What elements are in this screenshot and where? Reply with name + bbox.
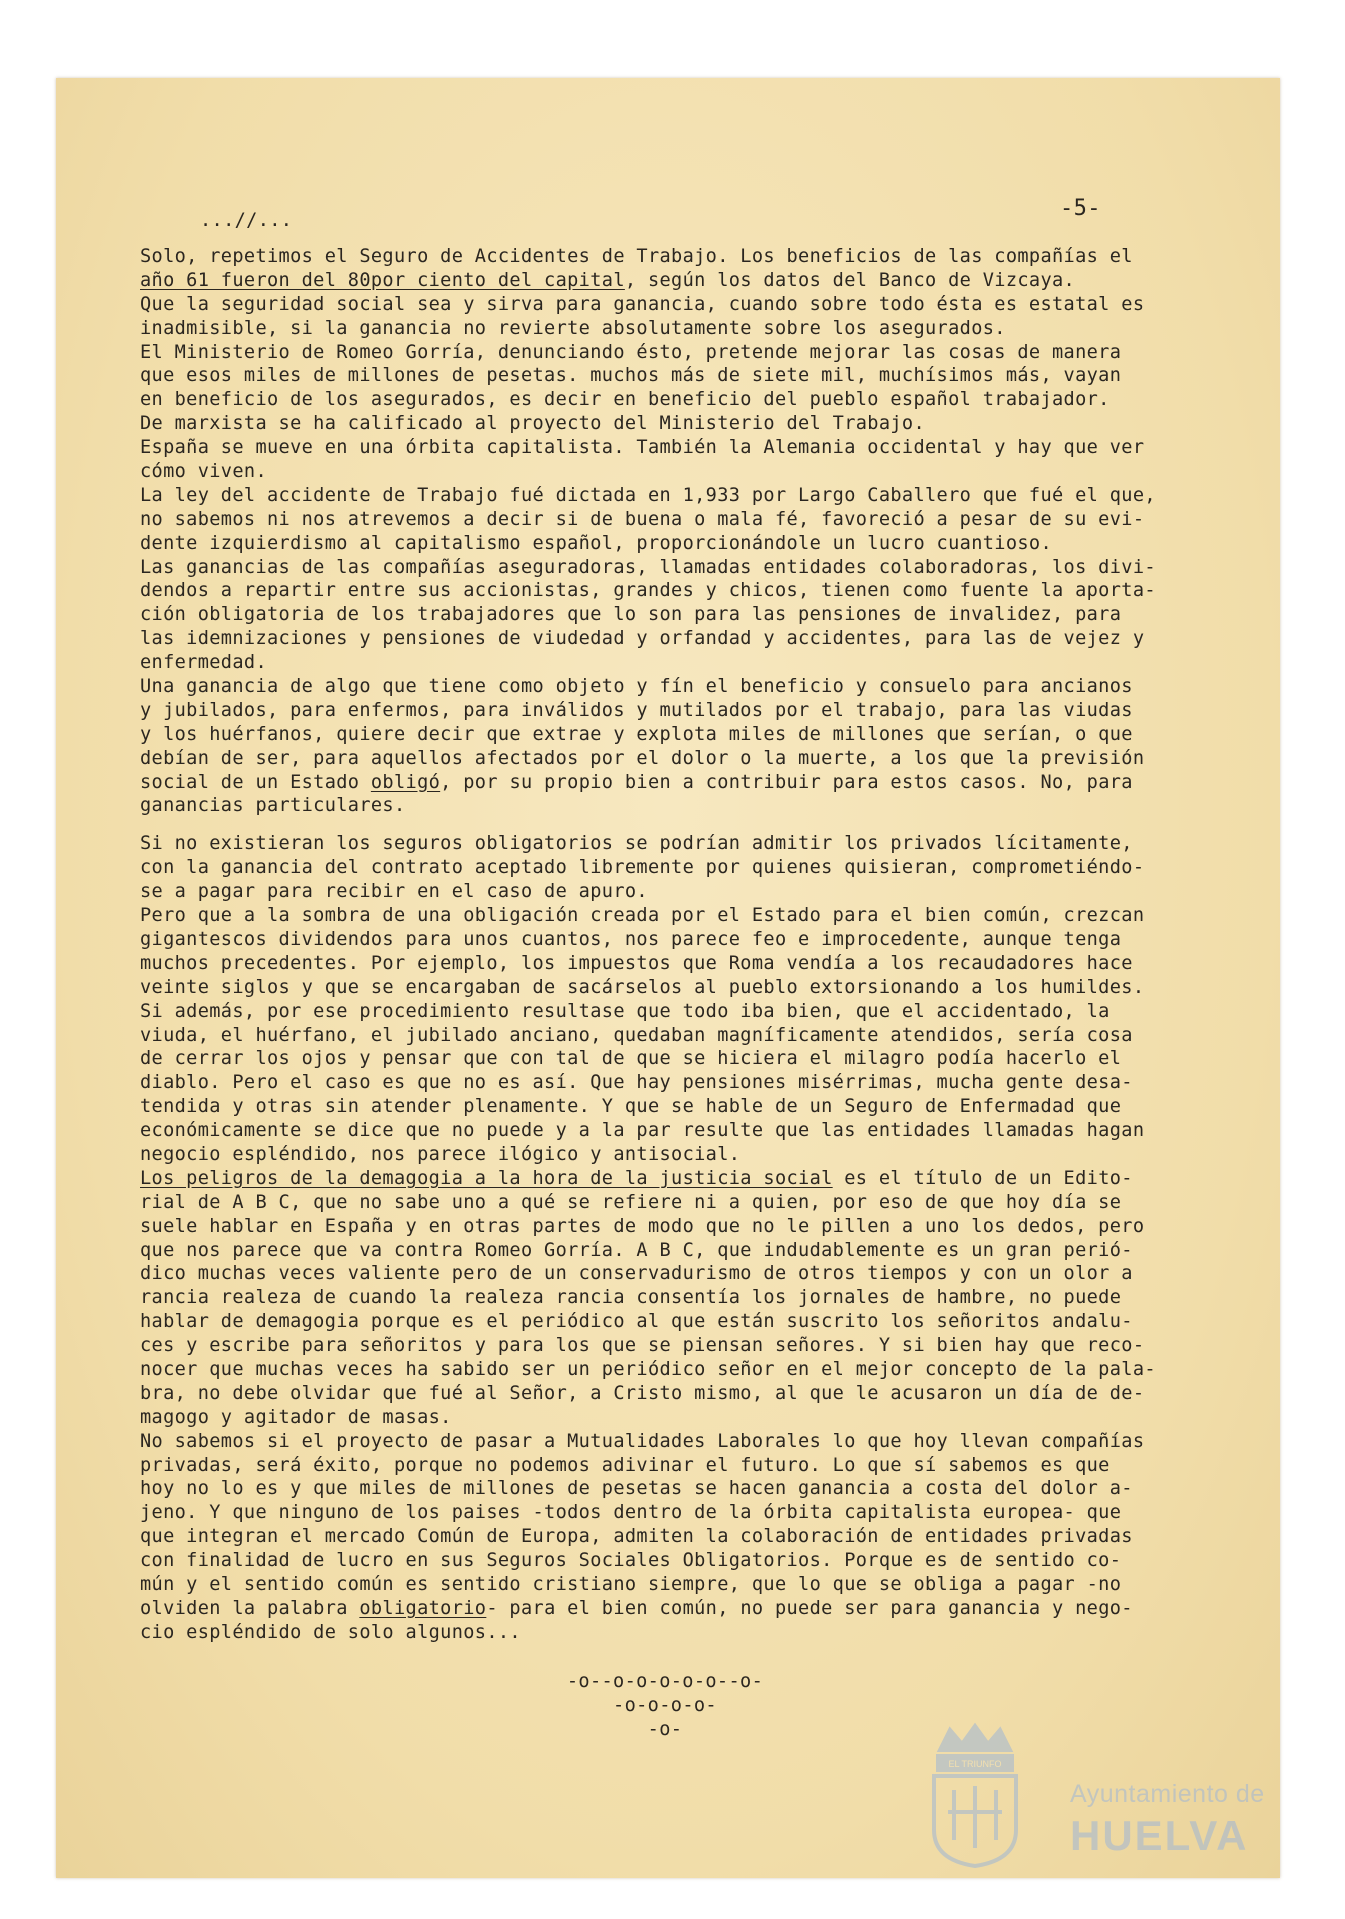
underlined-phrase: obligatorio	[359, 1597, 487, 1619]
text-line	[140, 388, 1156, 412]
text-run: que esos miles de millones de pesetas. muchos más de siete mil, muchísimos más, vayan	[140, 365, 1122, 387]
text-line	[140, 952, 1156, 976]
text-line	[140, 1167, 1156, 1191]
text-run: económicamente se dice que no puede y a la par resulte que las entidades llamadas hagan	[140, 1120, 1145, 1142]
watermark-line1: Ayuntamiento de	[1070, 1780, 1265, 1808]
text-line	[140, 1549, 1156, 1573]
text-line	[140, 832, 1156, 856]
text-run: dente izquierdismo al capitalismo español, proporcionándole un lucro cuantioso.	[140, 532, 1053, 554]
text-run: veinte siglos y que se encargaban de sacárselos al pueblo extorsionando a los humildes.	[140, 976, 1145, 998]
text-line	[140, 699, 1156, 723]
text-run: inadmisible, si la ganancia no revierte absolutamente sobre los asegurados.	[140, 317, 1006, 339]
text-run: cómo viven.	[140, 461, 267, 483]
text-line	[140, 317, 1156, 341]
text-run: viuda, el huérfano, el jubilado anciano, quedaban magníficamente atendidos, sería cosa	[140, 1024, 1133, 1046]
text-run: Si además, por ese procedimiento resultase que todo iba bien, que el accidentado, la	[140, 1000, 1110, 1022]
text-run: España se mueve en una órbita capitalista. También la Alemania occidental y hay que ver	[140, 437, 1145, 459]
text-line	[140, 245, 1156, 269]
text-line	[140, 1239, 1156, 1263]
text-run: De marxista se ha calificado al proyecto del Ministerio del Trabajo.	[140, 413, 926, 435]
underlined-phrase: año 61 fueron del 80por ciento del capital	[140, 269, 625, 291]
text-run: con la ganancia del contrato aceptado libremente por quienes quisieran, comprometiéndo-	[140, 857, 1145, 879]
text-run: bra, no debe olvidar que fué al Señor, a Cristo mismo, al que le acusaron un día de de-	[140, 1382, 1145, 1404]
text-run: social de un Estado	[140, 771, 371, 793]
text-run: La ley del accidente de Trabajo fué dictada en 1,933 por Largo Caballero que fué el que,	[140, 484, 1156, 506]
text-run: debían de ser, para aquellos afectados por el dolor o la muerte, a los que la previsión	[140, 747, 1145, 769]
text-run: , por su propio bien a contribuir para estos casos. No, para	[440, 771, 1133, 793]
ornament-line: -o-	[647, 1719, 683, 1740]
text-run: rancia realeza de cuando la realeza rancia consentía los jornales de hambre, no puede	[140, 1287, 1122, 1309]
text-run: se a pagar para recibir en el caso de apuro.	[140, 881, 648, 903]
text-run: cio espléndido de solo algunos...	[140, 1621, 521, 1643]
text-run: magogo y agitador de masas.	[140, 1406, 452, 1428]
ornament-line: -o--o-o-o-o-o--o-	[566, 1671, 764, 1692]
text-line	[140, 1454, 1156, 1478]
text-line	[140, 1143, 1156, 1167]
text-line	[140, 532, 1156, 556]
text-line	[140, 1024, 1156, 1048]
text-run: las idemnizaciones y pensiones de viudedad y orfandad y accidentes, para las de vejez y	[140, 628, 1145, 650]
text-line	[140, 771, 1156, 795]
text-run: en beneficio de los asegurados, es decir en beneficio del pueblo español trabajador.	[140, 389, 1110, 411]
text-line	[140, 1191, 1156, 1215]
text-run: con finalidad de lucro en sus Seguros Sociales Obligatorios. Porque es de sentido co-	[140, 1550, 1122, 1572]
text-line	[140, 1071, 1156, 1095]
text-run: ganancias particulares.	[140, 795, 406, 817]
text-run: ces y escribe para señoritos y para los que se piensan señores. Y si bien hay que reco-	[140, 1335, 1145, 1357]
text-run: No sabemos si el proyecto de pasar a Mutualidades Laborales lo que hoy llevan compañías	[140, 1430, 1145, 1452]
text-line	[140, 1286, 1156, 1310]
text-run: Una ganancia de algo que tiene como objeto y fín el beneficio y consuelo para ancianos	[140, 676, 1133, 698]
text-run: gigantescos dividendos para unos cuantos, nos parece feo e improcedente, aunque tenga	[140, 928, 1122, 950]
text-line	[140, 880, 1156, 904]
text-line	[140, 603, 1156, 627]
text-line	[140, 579, 1156, 603]
text-line	[140, 341, 1156, 365]
underlined-phrase: obligó	[370, 771, 441, 793]
text-line	[140, 1047, 1156, 1071]
text-run: de cerrar los ojos y pensar que con tal de que se hiciera el milagro podía hacerlo el	[140, 1048, 1122, 1070]
text-line	[140, 1430, 1156, 1454]
text-line	[140, 904, 1156, 928]
text-line	[140, 651, 1156, 675]
text-run: suele hablar en España y en otras partes de modo que no le pillen a uno los dedos, pero	[140, 1215, 1145, 1237]
svg-text:EL TRIUNFO: EL TRIUNFO	[948, 1759, 1002, 1769]
document-body	[140, 245, 1156, 1645]
text-line	[140, 1597, 1156, 1621]
text-line	[140, 1621, 1156, 1645]
text-line	[140, 928, 1156, 952]
text-run: dendos a repartir entre sus accionistas, grandes y chicos, tienen como fuente la aporta-	[140, 580, 1156, 602]
text-line	[140, 747, 1156, 771]
text-run: y los huérfanos, quiere decir que extrae y explota miles de millones que serían, o que	[140, 723, 1133, 745]
city-crest-icon	[920, 1720, 1030, 1870]
text-line	[140, 364, 1156, 388]
text-run: y jubilados, para enfermos, para inválidos y mutilados por el trabajo, para las viudas	[140, 699, 1133, 721]
text-line	[140, 856, 1156, 880]
text-run: jeno. Y que ninguno de los paises -todos dentro de la órbita capitalista europea- que	[140, 1502, 1122, 1524]
text-run: nocer que muchas veces ha sabido ser un periódico señor en el mejor concepto de la pala-	[140, 1358, 1156, 1380]
text-run: negocio espléndido, nos parece ilógico y antisocial.	[140, 1143, 741, 1165]
page-number: -5-	[1060, 196, 1101, 221]
text-run: ción obligatoria de los trabajadores que lo son para las pensiones de invalidez, para	[140, 604, 1122, 626]
text-run: rial de A B C, que no sabe uno a qué se refiere ni a quien, por eso de que hoy día se	[140, 1191, 1122, 1213]
text-line	[140, 1310, 1156, 1334]
text-line	[140, 412, 1156, 436]
text-line	[140, 1358, 1156, 1382]
watermark-line2: HUELVA	[1070, 1812, 1249, 1859]
text-run: Pero que a la sombra de una obligación creada por el Estado para el bien común, crezcan	[140, 905, 1145, 927]
paragraph-gap	[140, 818, 1156, 832]
text-run: El Ministerio de Romeo Gorría, denunciando ésto, pretende mejorar las cosas de manera	[140, 341, 1122, 363]
text-run: no sabemos ni nos atrevemos a decir si de buena o mala fé, favoreció a pesar de su evi-	[140, 508, 1145, 530]
text-line	[140, 484, 1156, 508]
text-line	[140, 1000, 1156, 1024]
watermark	[920, 1720, 1280, 1870]
text-line	[140, 1406, 1156, 1430]
text-line	[140, 1334, 1156, 1358]
text-line	[140, 1573, 1156, 1597]
text-run: es el título de un Edito-	[832, 1167, 1133, 1189]
text-run: olviden la palabra	[140, 1597, 360, 1619]
text-run: Las ganancias de las compañías aseguradoras, llamadas entidades colaboradoras, los divi-	[140, 556, 1156, 578]
text-line	[140, 508, 1156, 532]
text-line	[140, 1262, 1156, 1286]
text-line	[140, 293, 1156, 317]
closing-ornament	[540, 1670, 790, 1742]
text-run: Que la seguridad social sea y sirva para ganancia, cuando sobre todo ésta es estatal es	[140, 293, 1145, 315]
text-line	[140, 723, 1156, 747]
text-line	[140, 556, 1156, 580]
text-line	[140, 1095, 1156, 1119]
text-line	[140, 436, 1156, 460]
text-line	[140, 1501, 1156, 1525]
text-run: hoy no lo es y que miles de millones de pesetas se hacen ganancia a costa del dolor a-	[140, 1478, 1133, 1500]
text-line	[140, 1477, 1156, 1501]
text-run: muchos precedentes. Por ejemplo, los impuestos que Roma vendía a los recaudadores hace	[140, 952, 1133, 974]
text-run: privadas, será éxito, porque no podemos adivinar el futuro. Lo que sí sabemos es que	[140, 1454, 1110, 1476]
text-line	[140, 1382, 1156, 1406]
underlined-phrase: Los peligros de la demagogia a la hora de la justicia social	[140, 1167, 833, 1189]
text-line	[140, 1215, 1156, 1239]
ornament-line: -o-o-o-o-	[613, 1695, 717, 1716]
text-line	[140, 794, 1156, 818]
text-line	[140, 976, 1156, 1000]
continuation-mark: ...//...	[200, 210, 293, 231]
text-line	[140, 269, 1156, 293]
text-line	[140, 627, 1156, 651]
text-run: enfermedad.	[140, 652, 267, 674]
text-run: que integran el mercado Común de Europa, admiten la colaboración de entidades privadas	[140, 1526, 1133, 1548]
text-line	[140, 460, 1156, 484]
text-line	[140, 1525, 1156, 1549]
text-run: que nos parece que va contra Romeo Gorría. A B C, que indudablemente es un gran perió-	[140, 1239, 1133, 1261]
text-run: Si no existieran los seguros obligatorios se podrían admitir los privados lícitamente,	[140, 833, 1133, 855]
text-line	[140, 1119, 1156, 1143]
text-run: , según los datos del Banco de Vizcaya.	[624, 269, 1076, 291]
text-run: diablo. Pero el caso es que no es así. Que hay pensiones misérrimas, mucha gente desa-	[140, 1072, 1133, 1094]
text-run: hablar de demagogia porque es el periódico al que están suscrito los señoritos andalu-	[140, 1311, 1133, 1333]
text-run: Solo, repetimos el Seguro de Accidentes de Trabajo. Los beneficios de las compañías el	[140, 246, 1133, 267]
text-run: tendida y otras sin atender plenamente. Y que se hable de un Seguro de Enfermadad que	[140, 1096, 1122, 1118]
text-line	[140, 675, 1156, 699]
text-run: mún y el sentido común es sentido cristiano siempre, que lo que se obliga a pagar -no	[140, 1573, 1122, 1595]
text-run: dico muchas veces valiente pero de un conservadurismo de otros tiempos y con un olor a	[140, 1263, 1133, 1285]
text-run: - para el bien común, no puede ser para ganancia y nego-	[486, 1597, 1133, 1619]
